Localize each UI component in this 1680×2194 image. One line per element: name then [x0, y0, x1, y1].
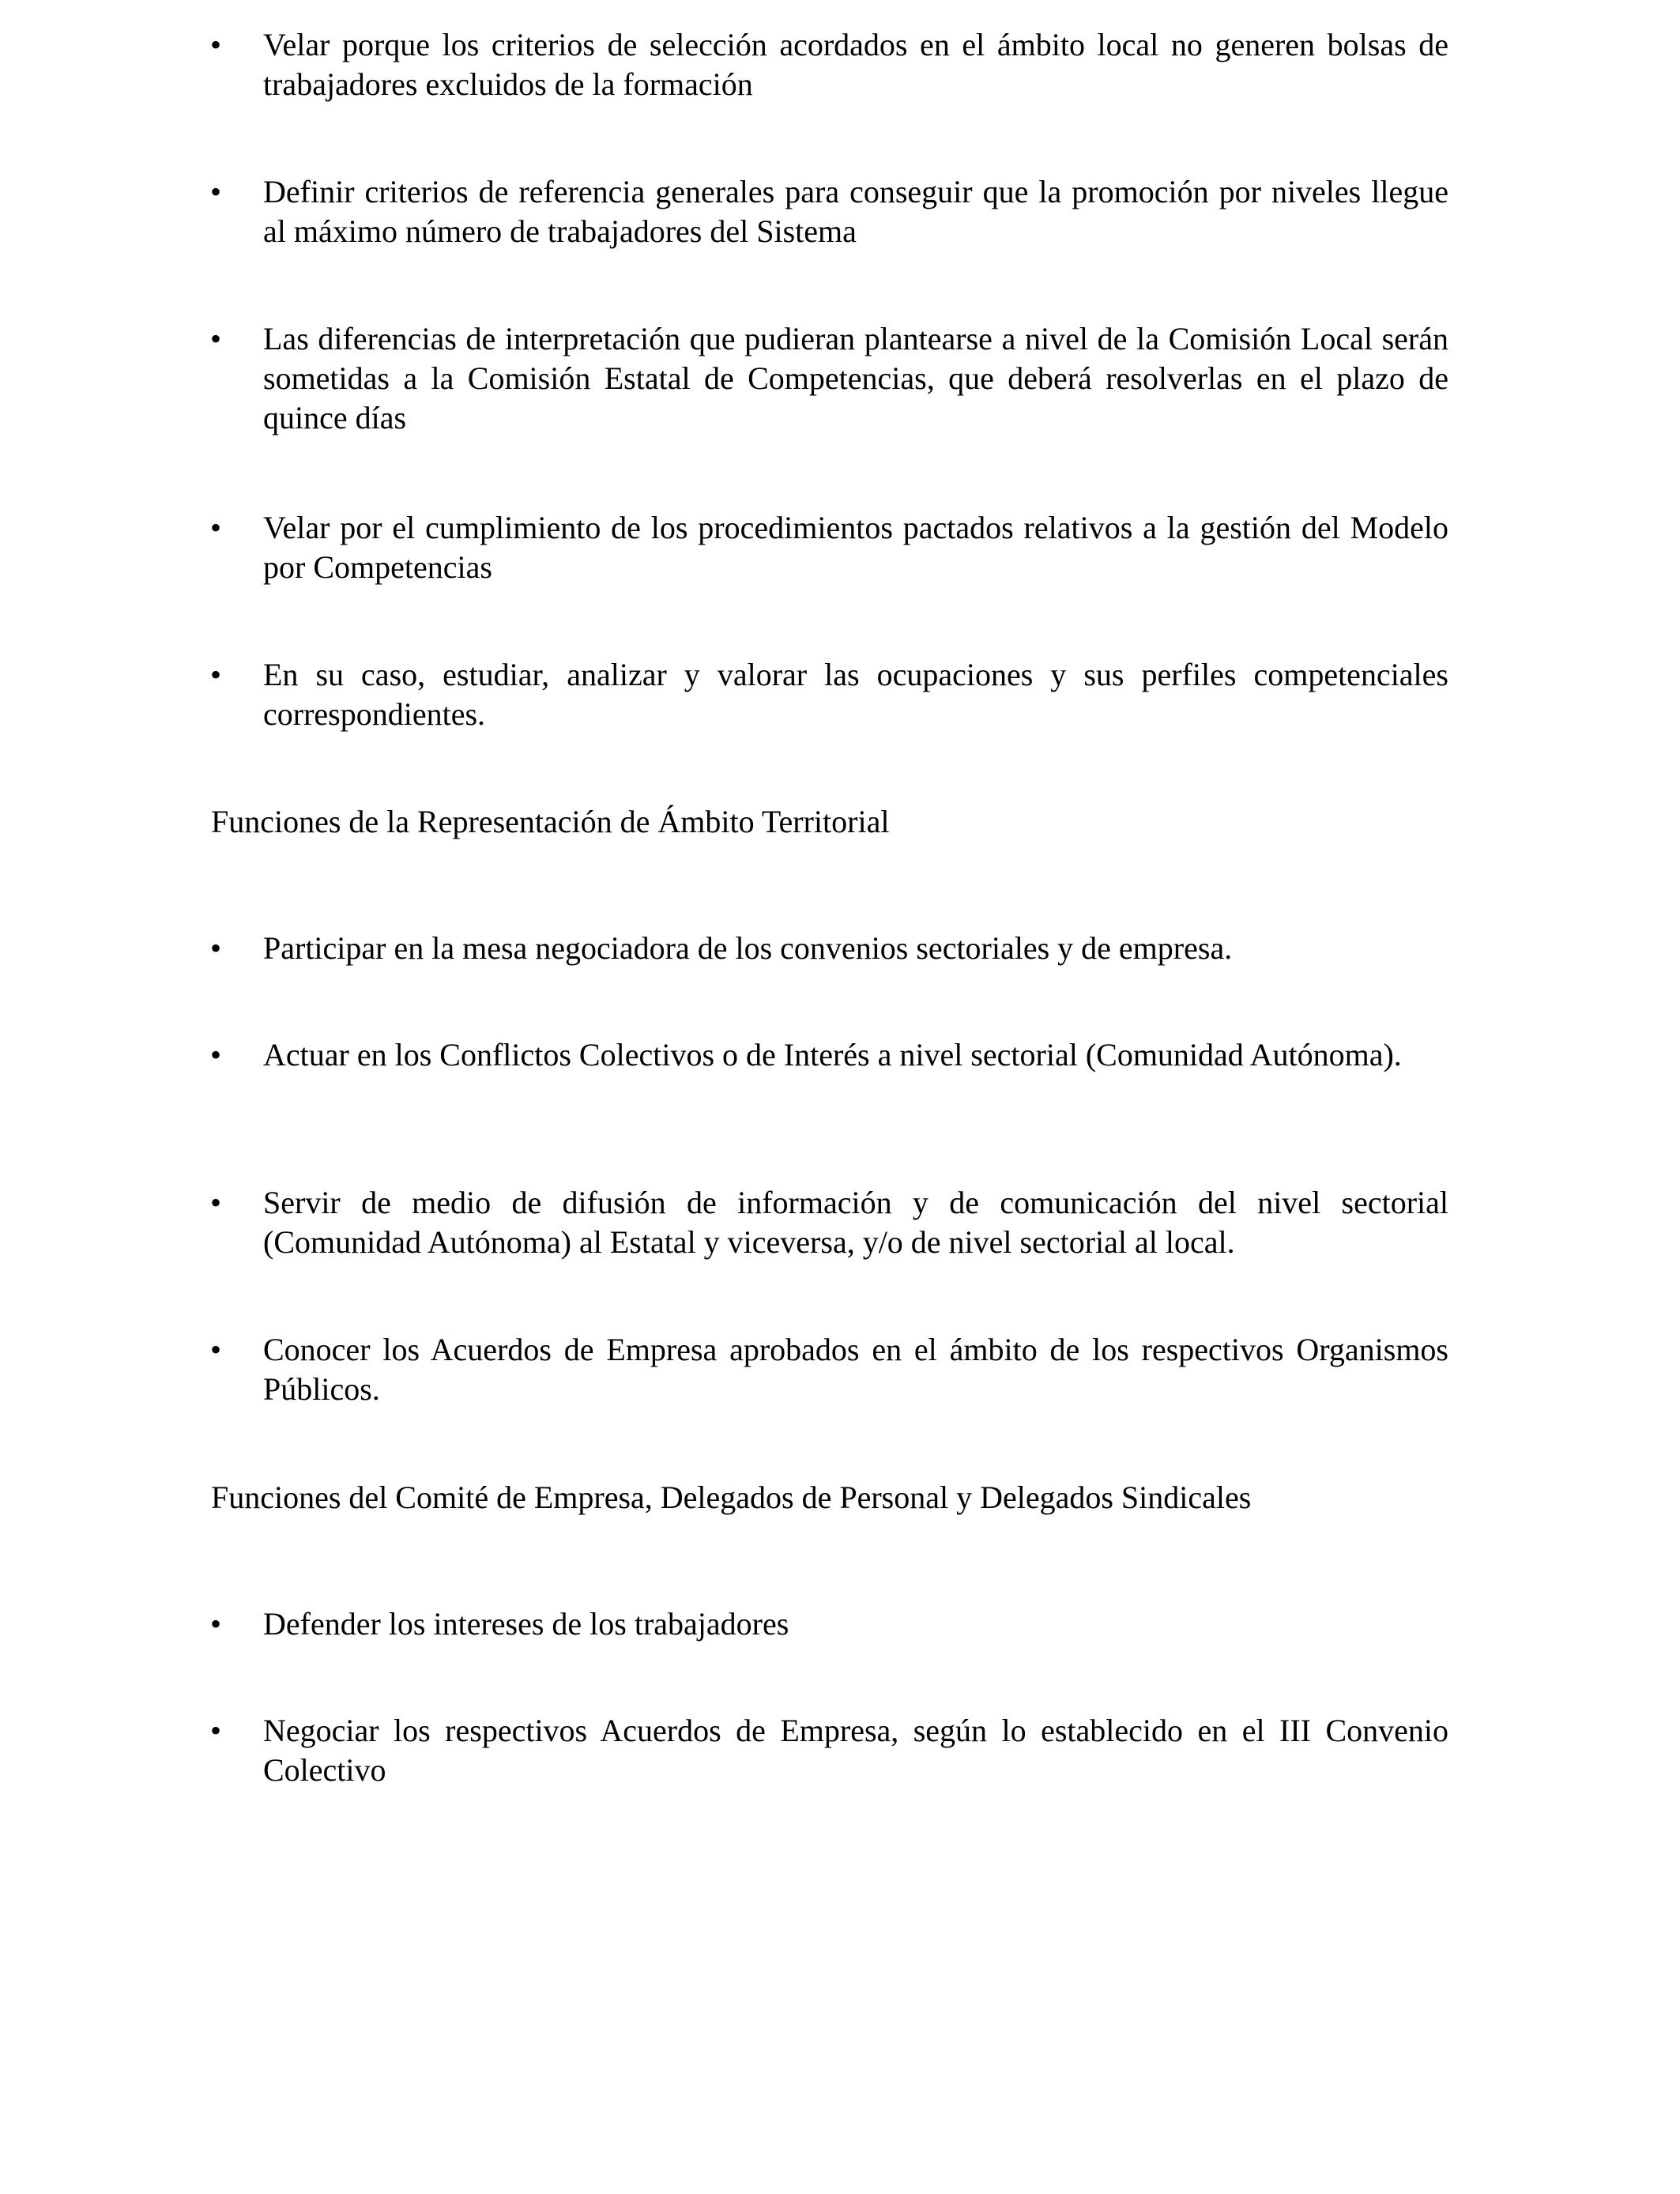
bullet-icon: •	[210, 657, 222, 692]
bullet-icon: •	[210, 1332, 222, 1367]
list-item: Negociar los respectivos Acuerdos de Empresa, según lo establecido en el III Convenio Colectivo	[263, 1713, 1448, 1788]
bullet-icon: •	[210, 27, 222, 62]
list-item: Defender los intereses de los trabajadores	[263, 1606, 789, 1642]
list-item: Participar en la mesa negociadora de los convenios sectoriales y de empresa.	[263, 930, 1233, 966]
bullet-icon: •	[210, 930, 222, 966]
list-item: Definir criterios de referencia generales para conseguir que la promoción por niveles llegue al máximo número de trabajadores del Sistema	[263, 174, 1448, 249]
list-item: Las diferencias de interpretación que pudieran plantearse a nivel de la Comisión Local serán sometidas a la Comisión Estatal de Competencias, que deberá resolverlas en el plazo de quince días	[263, 321, 1448, 435]
bullet-icon: •	[210, 1713, 222, 1748]
bullet-icon: •	[210, 1606, 222, 1642]
list-item: Velar porque los criterios de selección acordados en el ámbito local no generen bolsas de trabajadores excluidos de la formación	[263, 27, 1448, 102]
list-item: En su caso, estudiar, analizar y valorar las ocupaciones y sus perfiles competenciales correspondientes.	[263, 657, 1448, 732]
bullet-icon: •	[210, 1037, 222, 1072]
bullet-icon: •	[210, 321, 222, 356]
section-heading-territorial: Funciones de la Representación de Ámbito Territorial	[211, 804, 890, 839]
section-heading-comite: Funciones del Comité de Empresa, Delegados de Personal y Delegados Sindicales	[211, 1480, 1252, 1515]
list-item: Velar por el cumplimiento de los procedimientos pactados relativos a la gestión del Modelo por Competencias	[263, 510, 1448, 585]
list-item: Servir de medio de difusión de información y de comunicación del nivel sectorial (Comunidad Autónoma) al Estatal y viceversa, y/o de nivel sectorial al local.	[263, 1185, 1448, 1260]
bullet-icon: •	[210, 174, 222, 209]
bullet-icon: •	[210, 1185, 222, 1220]
list-item: Conocer los Acuerdos de Empresa aprobados en el ámbito de los respectivos Organismos Públicos.	[263, 1332, 1448, 1407]
bullet-icon: •	[210, 510, 222, 545]
list-item: Actuar en los Conflictos Colectivos o de Interés a nivel sectorial (Comunidad Autónoma).	[263, 1037, 1402, 1072]
